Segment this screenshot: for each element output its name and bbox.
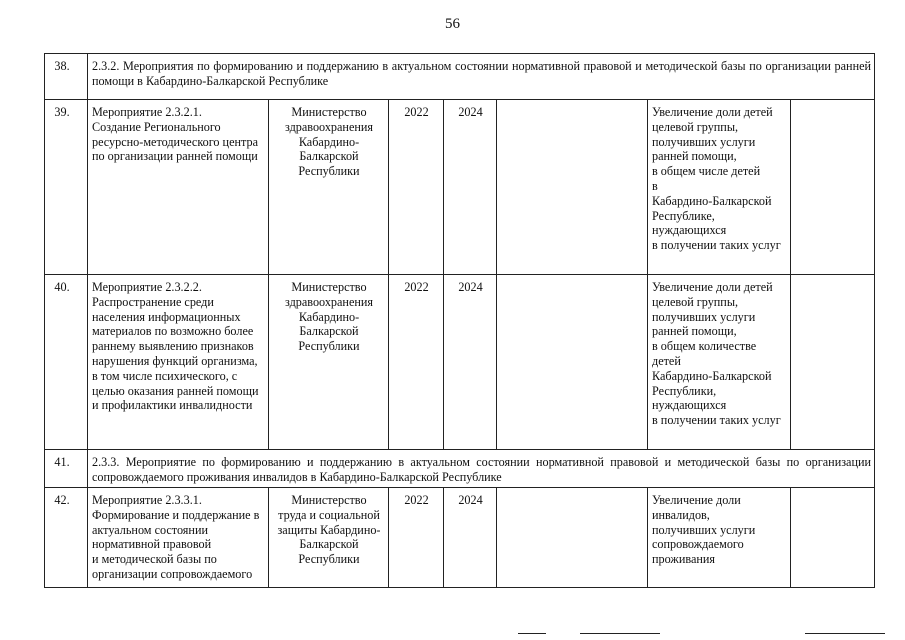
start-year: 2022	[389, 275, 444, 450]
start-year: 2022	[389, 100, 444, 275]
table-row	[45, 488, 875, 588]
page-number: 56	[445, 16, 460, 32]
scan-artifact	[580, 633, 660, 634]
end-year: 2024	[444, 100, 497, 275]
empty-cell	[791, 100, 875, 275]
table-row	[45, 54, 875, 100]
expected-result: Увеличение доли детей целевой группы, получивших услуги ранней помощи, в общем количестве детей Кабардино-Балкарской Республики, нуждающихся в получении таких услуг	[648, 275, 791, 450]
end-year: 2024	[444, 488, 497, 588]
empty-cell	[497, 275, 648, 450]
table-row	[45, 275, 875, 450]
activity-name: Мероприятие 2.3.3.1. Формирование и поддержание в актуальном состоянии нормативной правовой и методической базы по организации сопровождаемого	[88, 488, 269, 588]
empty-cell	[791, 275, 875, 450]
empty-cell	[791, 488, 875, 588]
activity-name: Мероприятие 2.3.2.2. Распространение среди населения информационных материалов по возможно более раннему выявлению признаков нарушения функций организма, в том числе психического, с целью оказания ранней помощи и профилактики инвалидности	[88, 275, 269, 450]
empty-cell	[497, 100, 648, 275]
executor: Министерство здравоохранения Кабардино- Балкарской Республики	[269, 275, 389, 450]
empty-cell	[497, 488, 648, 588]
scan-artifact	[805, 633, 885, 634]
activity-name: Мероприятие 2.3.2.1. Создание Регионального ресурсно-методического центра по организации ранней помощи	[88, 100, 269, 275]
executor: Министерство труда и социальной защиты Кабардино- Балкарской Республики	[269, 488, 389, 588]
start-year: 2022	[389, 488, 444, 588]
section-heading: 2.3.2. Мероприятия по формированию и поддержанию в актуальном состоянии нормативной правовой и методической базы по организации ранней помощи в Кабардино-Балкарской Республике	[88, 54, 875, 100]
expected-result: Увеличение доли детей целевой группы, получивших услуги ранней помощи, в общем числе детей в Кабардино-Балкарской Республике, нуждающихся в получении таких услуг	[648, 100, 791, 275]
table-row	[45, 100, 875, 275]
row-number: 38.	[45, 54, 88, 100]
table-row	[45, 450, 875, 488]
row-number: 40.	[45, 275, 88, 450]
section-heading: 2.3.3. Мероприятие по формированию и поддержанию в актуальном состоянии нормативной правовой и методической базы по организации сопровождаемого проживания инвалидов в Кабардино-Балкарской Республике	[88, 450, 875, 488]
expected-result: Увеличение доли инвалидов, получивших услуги сопровождаемого проживания	[648, 488, 791, 588]
executor: Министерство здравоохранения Кабардино- Балкарской Республики	[269, 100, 389, 275]
program-table	[44, 53, 875, 588]
row-number: 42.	[45, 488, 88, 588]
row-number: 39.	[45, 100, 88, 275]
scan-artifact	[518, 633, 546, 634]
row-number: 41.	[45, 450, 88, 488]
end-year: 2024	[444, 275, 497, 450]
